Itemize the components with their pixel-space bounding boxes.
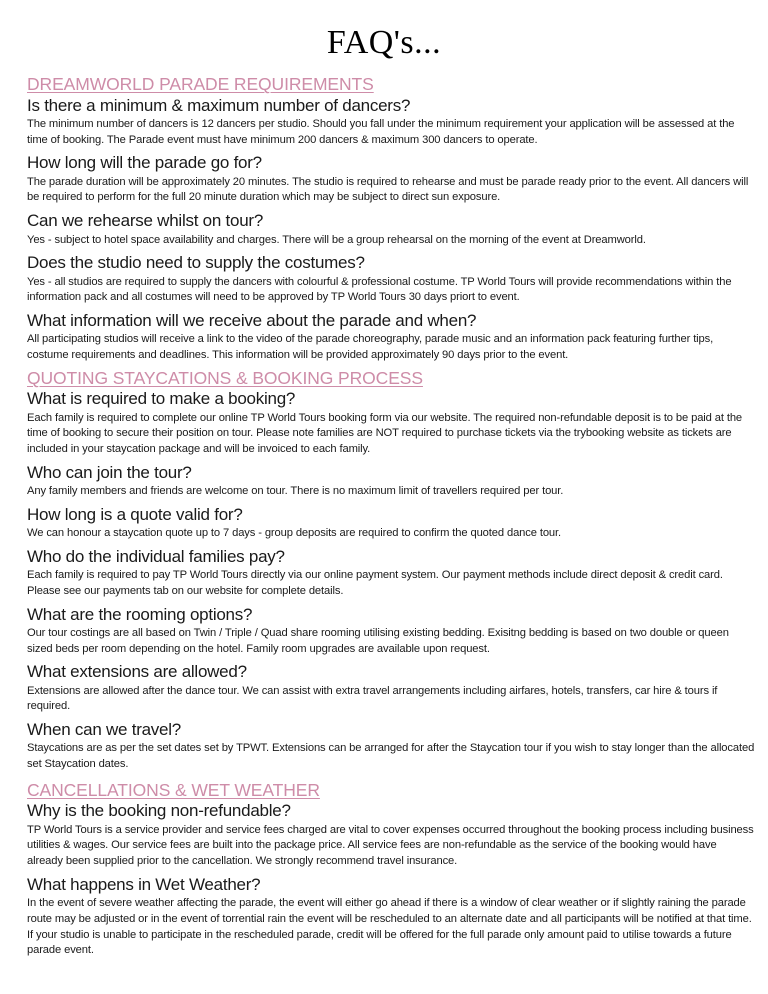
faq-item (27, 547, 755, 600)
section-quoting-staycations-booking-process (27, 368, 755, 773)
faq-question: What happens in Wet Weather? (27, 874, 261, 894)
faq-item (27, 389, 755, 457)
faq-question: How long is a quote valid for? (27, 504, 243, 524)
faq-question: What information will we receive about the parade and when? (27, 310, 477, 330)
faq-item (27, 505, 755, 542)
faq-item (27, 801, 755, 869)
faq-item (27, 96, 755, 149)
faq-question: Can we rehearse whilst on tour? (27, 211, 264, 231)
faq-answer: Yes - all studios are required to supply the dancers with colourful & professional costume. TP World Tours will provide recommendations within the information pack and all costumes will need to be approved by TP World Tours 30 days priort to event. (27, 275, 732, 304)
section-heading-cancellations-wet-weather: CANCELLATIONS & WET WEATHER (27, 779, 320, 800)
faq-question: What extensions are allowed? (27, 662, 247, 682)
faq-answer: Extensions are allowed after the dance tour. We can assist with extra travel arrangements including airfares, hotels, transfers, car hire & tours if required. (27, 684, 718, 713)
faq-answer: Each family is required to complete our online TP World Tours booking form via our website. The required non-refundable deposit is to be paid at the time of booking to secure their position on tour. Please note families are NOT required to purchase tickets via the trybooking website as tickets are included in your staycation package and will be invoiced to each family. (27, 411, 743, 456)
faq-answer: Staycations are as per the set dates set by TPWT. Extensions can be arranged for after the Staycation tour if you wish to stay longer than the allocated set Staycation dates. (27, 742, 755, 771)
faq-answer: Any family members and friends are welcome on tour. There is no maximum limit of travellers required per tour. (27, 485, 564, 498)
faq-answer: The parade duration will be approximately 20 minutes. The studio is required to rehearse and must be parade ready prior to the event. All dancers will be required to perform for the full 20 minute duration which may be subject to direct sun exposure. (27, 175, 749, 204)
faq-question: Does the studio need to supply the costumes? (27, 253, 365, 273)
faq-question: Why is the booking non-refundable? (27, 801, 291, 821)
faq-answer: In the event of severe weather affecting the parade, the event will either go ahead if there is a window of clear weather or if slightly raining the parade route may be adjusted or in the event of torrential rain the event will be rescheduled to an alternate date and all participants will be notified at that time. If your studio is unable to participate in the rescheduled parade, credit will be offered for the full parade only amount paid to utilise towards a future parade event. (27, 897, 752, 957)
section-dreamworld-parade-requirements (27, 74, 755, 364)
faq-item (27, 463, 755, 500)
faq-question: What is required to make a booking? (27, 389, 296, 409)
section-heading-dreamworld-parade-requirements: DREAMWORLD PARADE REQUIREMENTS (27, 74, 374, 94)
faq-item (27, 211, 755, 248)
faq-answer: We can honour a staycation quote up to 7 days - group deposits are required to confirm the quoted dance tour. (27, 527, 562, 540)
faq-answer: Each family is required to pay TP World Tours directly via our online payment system. Our payment methods include direct deposit & credit card. Please see our payments tab on our website for complete details. (27, 569, 723, 597)
faq-question: Who can join the tour? (27, 462, 192, 482)
faq-question: How long will the parade go for? (27, 153, 262, 173)
faq-answer: Our tour costings are all based on Twin / Triple / Quad share rooming utilising existing bedding. Exisitng bedding is based on two double or queen sized beds per room depending on the hotel. Family room upgrades are available upon request. (27, 626, 729, 655)
faq-question: Is there a minimum & maximum number of dancers? (27, 95, 411, 115)
faq-item (27, 153, 755, 206)
faq-question: When can we travel? (27, 720, 181, 740)
faq-item (27, 605, 755, 658)
faq-item (27, 875, 755, 959)
faq-question: Who do the individual families pay? (27, 546, 285, 566)
section-heading-quoting-staycations-booking-process: QUOTING STAYCATIONS & BOOKING PROCESS (27, 367, 423, 388)
faq-answer: Yes - subject to hotel space availability and charges. There will be a group rehearsal on the morning of the event at Dreamworld. (27, 233, 646, 246)
section-cancellations-wet-weather (27, 780, 755, 959)
faq-item (27, 311, 755, 364)
faq-item (27, 253, 755, 306)
page-title: FAQ's... (326, 24, 442, 61)
faq-question: What are the rooming options? (27, 604, 253, 624)
faq-answer: The minimum number of dancers is 12 dancers per studio. Should you fall under the minimum requirement your application will be assessed at the time of booking. The Parade event must have minimum 200 dancers & maximum 300 dancers to operate. (27, 118, 735, 146)
faq-item (27, 662, 755, 715)
faq-item (27, 720, 755, 773)
faq-answer: All participating studios will receive a link to the video of the parade choreography, parade music and an information pack featuring further tips, costume requirements and deadlines. This information will be provided approximately 90 days prior to the event. (27, 333, 714, 361)
faq-answer: TP World Tours is a service provider and service fees charged are vital to cover expenses occurred throughout the booking process including business utilities & wages. Our service fees are built into the package price. All service fees are non-refundable as the service of the booking would have already been supplied prior to the cancellation. We strongly recommend travel insurance. (27, 823, 754, 868)
